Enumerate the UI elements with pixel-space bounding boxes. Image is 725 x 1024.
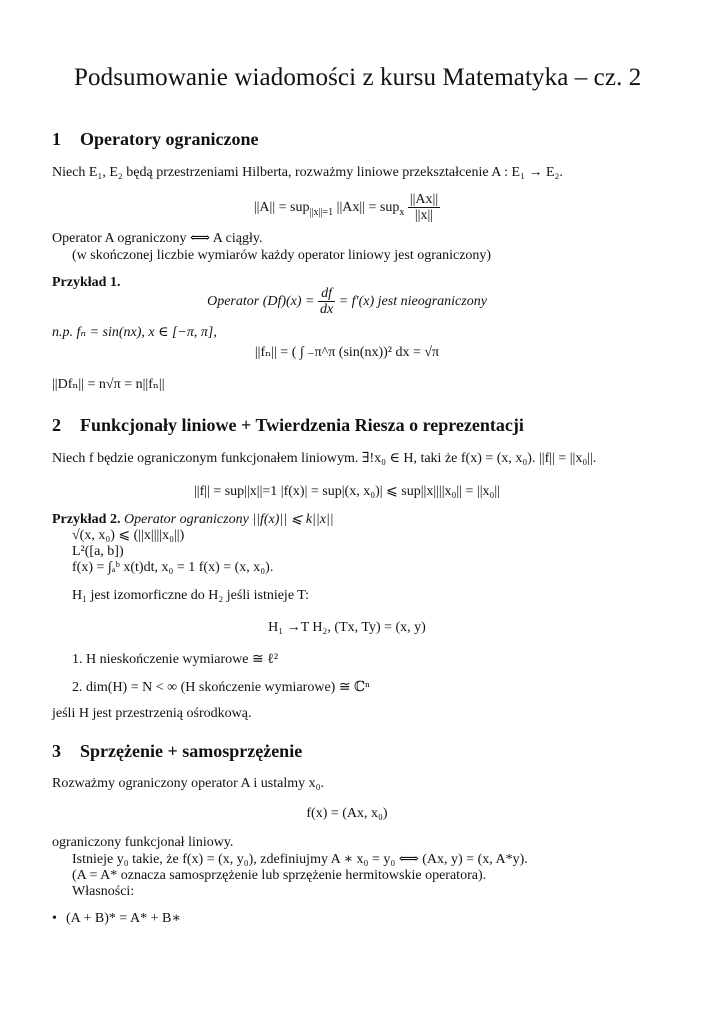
eq-part: Operator (Df)(x) = (207, 294, 315, 310)
section-title: Sprzężenie + samosprzężenie (80, 741, 303, 761)
section-2-heading (52, 414, 524, 437)
paragraph: jeśli H jest przestrzenią ośrodkową. (52, 706, 252, 721)
section-title: Operatory ograniczone (80, 129, 259, 149)
equation-line: L²([a, b]) (72, 544, 124, 559)
paragraph: Niech f będzie ograniczonym funkcjonałem liniowym. ∃!x₀ ∈ H, taki że f(x) = (x, x₀). ||f|| = ||x₀||. (52, 451, 597, 466)
paragraph: H₁ jest izomorficzne do H₂ jeśli istnieje T: (72, 588, 310, 603)
equation-line: √(x, x₀) ⩽ (||x||||x₀||) (72, 528, 185, 543)
eq-subscript: x (399, 206, 405, 218)
paragraph: Istnieje y₀ takie, że f(x) = (x, y₀), zdefiniujmy A ∗ x₀ = y₀ ⟺ (Ax, y) = (x, A*y). (72, 852, 528, 867)
section-number: 1 (52, 129, 61, 149)
paragraph: Niech E₁, E₂ będą przestrzeniami Hilberta, rozważmy liniowe przekształcenie A : E₁ → E₂. (52, 165, 563, 180)
fraction-denominator: dx (320, 302, 334, 318)
example-label: Przykład 2. (52, 512, 121, 527)
fraction (408, 192, 440, 224)
bullet-item (52, 910, 181, 928)
fraction (318, 286, 335, 318)
section-number: 3 (52, 741, 61, 761)
equation-line: f(x) = ∫ₐᵇ x(t)dt, x₀ = 1 f(x) = (x, x₀). (72, 560, 274, 575)
list-item: 1. H nieskończenie wymiarowe ≅ ℓ² (72, 652, 279, 667)
eq-part: = f′(x) jest nieograniczony (338, 294, 487, 310)
example-text: Operator ograniczony ||f(x)|| ⩽ k||x|| (123, 512, 334, 527)
bullet-text: (A + B)* = A* + B∗ (66, 911, 181, 926)
bullet-icon: • (52, 911, 57, 926)
example-2 (52, 511, 334, 529)
equation-fn-norm: ||fₙ|| = ( ∫ ₋π^π (sin(nx))² dx = √π (254, 345, 440, 360)
document-page (52, 0, 642, 1024)
section-title: Funkcjonały liniowe + Twierdzenia Riesza o reprezentacji (80, 415, 524, 435)
equation-derivative (52, 286, 642, 318)
fraction-numerator: df (318, 286, 335, 302)
paragraph: (A = A* oznacza samosprzężenie lub sprzężenie hermitowskie operatora). (72, 868, 487, 883)
paragraph: Własności: (72, 884, 135, 899)
equation-functional-norm: ||f|| = sup||x||=1 |f(x)| = sup|(x, x₀)| ⩽ sup||x||||x₀|| = ||x₀|| (193, 484, 501, 499)
equation-adjoint: f(x) = (Ax, x₀) (306, 806, 388, 821)
eq-subscript: ||x||=1 (309, 206, 334, 218)
paragraph: Rozważmy ograniczony operator A i ustalmy x₀. (52, 776, 324, 791)
eq-part: ||Ax|| = sup (336, 200, 400, 216)
document-title: Podsumowanie wiadomości z kursu Matematyka – cz. 2 (74, 64, 642, 91)
paragraph: Operator A ograniczony ⟺ A ciągły. (52, 231, 263, 246)
section-number: 2 (52, 415, 61, 435)
paragraph: n.p. fₙ = sin(nx), x ∈ [−π, π], (52, 325, 217, 340)
list-item: 2. dim(H) = N < ∞ (H skończenie wymiarowe) ≅ ℂⁿ (72, 680, 370, 695)
section-1-heading (52, 128, 258, 151)
section-3-heading (52, 740, 302, 763)
fraction-denominator: ||x|| (414, 208, 434, 224)
eq-part: ||A|| = sup (253, 200, 310, 216)
fraction-numerator: ||Ax|| (409, 192, 439, 207)
equation-isomorphism: H₁ →T H₂, (Tx, Ty) = (x, y) (268, 620, 426, 635)
example-label: Przykład 1. (52, 275, 121, 290)
paragraph: ograniczony funkcjonał liniowy. (52, 835, 234, 850)
equation-operator-norm (52, 192, 642, 224)
paragraph: (w skończonej liczbie wymiarów każdy operator liniowy jest ograniczony) (72, 248, 492, 263)
equation-dfn: ||Dfₙ|| = n√π = n||fₙ|| (52, 377, 165, 392)
